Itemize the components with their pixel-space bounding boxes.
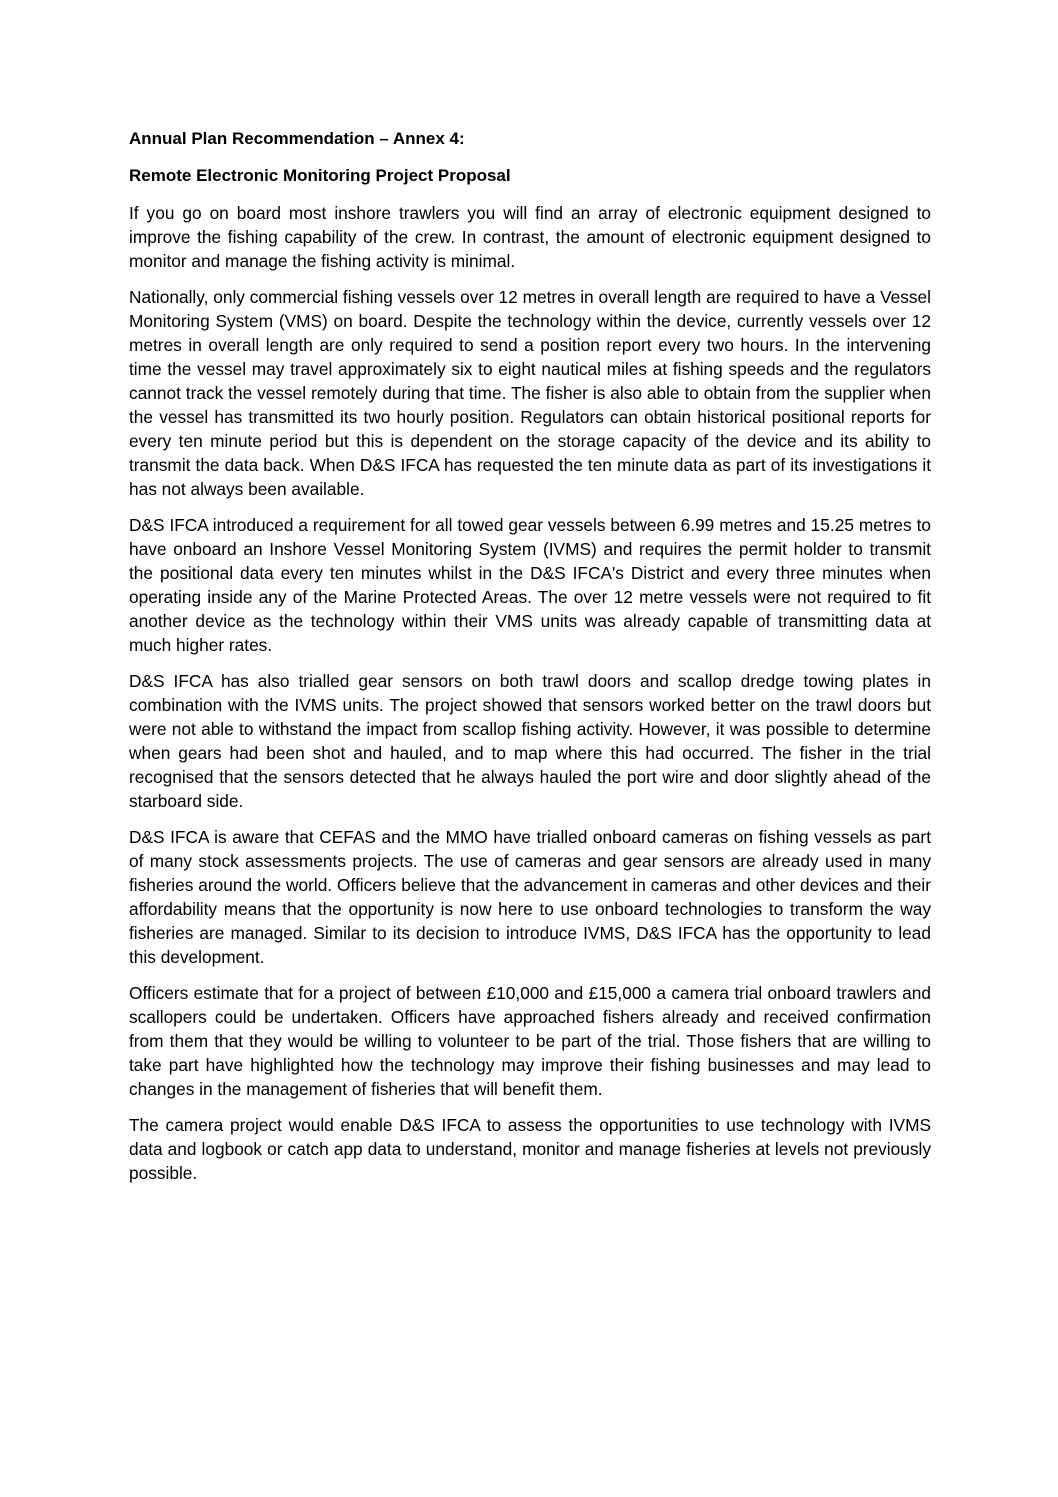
paragraph-gear-sensors: D&S IFCA has also trialled gear sensors on both trawl doors and scallop dredge towing plates in combination with the IVMS units. The project showed that sensors worked better on the trawl doors but were not able to withstand the impact from scallop fishing activity. However, it was possible to determine when gears had been shot and hauled, and to map where this had occurred. The fisher in the trial recognised that the sensors detected that he always hauled the port wire and door slightly ahead of the starboard side. [129,671,931,811]
paragraph-cameras: D&S IFCA is aware that CEFAS and the MMO have trialled onboard cameras on fishing vessels as part of many stock assessments projects. The use of cameras and gear sensors are already used in many fisheries around the world. Officers believe that the advancement in cameras and other devices and their affordability means that the opportunity is now here to use onboard technologies to transform the way fisheries are managed. Similar to its decision to introduce IVMS, D&S IFCA has the opportunity to lead this development. [129,827,931,967]
paragraph-cost-estimate: Officers estimate that for a project of between £10,000 and £15,000 a camera trial onboard trawlers and scallopers could be undertaken. Officers have approached fishers already and received confirmation from them that they would be willing to volunteer to be part of the trial. Those fishers that are willing to take part have highlighted how the technology may improve their fishing businesses and may lead to changes in the management of fisheries that will benefit them. [129,983,931,1099]
annex-heading: Annual Plan Recommendation – Annex 4: [129,129,465,148]
paragraph-ivms: D&S IFCA introduced a requirement for all towed gear vessels between 6.99 metres and 15.25 metres to have onboard an Inshore Vessel Monitoring System (IVMS) and requires the permit holder to transmit the positional data every ten minutes whilst in the D&S IFCA's District and every three minutes when operating inside any of the Marine Protected Areas. The over 12 metre vessels were not required to fit another device as the technology within their VMS units was already capable of transmitting data at much higher rates. [129,515,931,655]
paragraph-conclusion: The camera project would enable D&S IFCA to assess the opportunities to use technology with IVMS data and logbook or catch app data to understand, monitor and manage fisheries at levels not previously possible. [129,1115,931,1183]
paragraph-vms: Nationally, only commercial fishing vessels over 12 metres in overall length are required to have a Vessel Monitoring System (VMS) on board. Despite the technology within the device, currently vessels over 12 metres in overall length are only required to send a position report every two hours. In the intervening time the vessel may travel approximately six to eight nautical miles at fishing speeds and the regulators cannot track the vessel remotely during that time. The fisher is also able to obtain from the supplier when the vessel has transmitted its two hourly position. Regulators can obtain historical positional reports for every ten minute period but this is dependent on the storage capacity of the device and its ability to transmit the data back. When D&S IFCA has requested the ten minute data as part of its investigations it has not always been available. [129,287,931,499]
proposal-title: Remote Electronic Monitoring Project Proposal [129,166,511,185]
document-page [129,127,931,1197]
paragraph-intro: If you go on board most inshore trawlers you will find an array of electronic equipment designed to improve the fishing capability of the crew. In contrast, the amount of electronic equipment designed to monitor and manage the fishing activity is minimal. [129,203,931,271]
